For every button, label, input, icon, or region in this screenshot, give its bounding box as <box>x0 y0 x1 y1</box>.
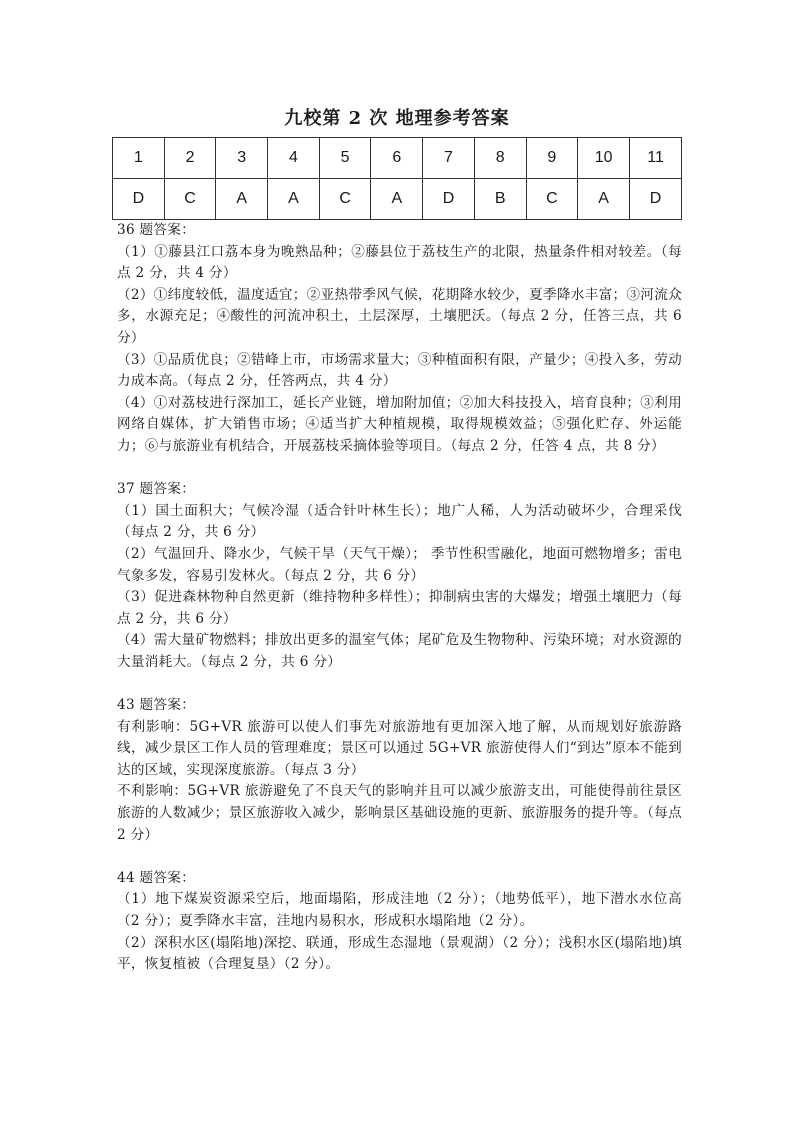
answer-cell: D <box>113 179 165 220</box>
question-number-cell: 7 <box>423 138 475 179</box>
section-q36 <box>117 220 682 458</box>
section-q43 <box>117 695 682 846</box>
section-q37 <box>117 479 682 673</box>
answer-paragraph: （1）①藤县江口荔本身为晚熟品种；②藤县位于荔枝生产的北限，热量条件相对较差。（每点 2 分，共 4 分） <box>117 243 682 282</box>
question-number-cell: 3 <box>216 138 268 179</box>
answer-paragraph: 不利影响：5G+VR 旅游避免了不良天气的影响并且可以减少旅游支出，可能使得前往景区旅游的人数减少；景区旅游收入减少，影响景区基础设施的更新、旅游服务的提升等。（每点 2 分） <box>117 783 682 843</box>
answer-paragraph: （4）需大量矿物燃料；排放出更多的温室气体；尾矿危及生物物种、污染环境；对水资源的大量消耗大。（每点 2 分，共 6 分） <box>117 632 682 670</box>
question-number-cell: 1 <box>113 138 165 179</box>
question-number-cell: 11 <box>630 138 682 179</box>
answer-paragraph: （1）国土面积大；气候冷湿（适合针叶林生长）；地广人稀，人为活动破坏少，合理采伐（每点 2 分，共 6 分） <box>117 502 682 541</box>
section-heading: 44 题答案： <box>117 869 196 886</box>
question-number-row <box>113 138 682 179</box>
answer-cell: D <box>423 179 475 220</box>
answer-paragraph: （2）气温回升、降水少，气候干旱（天气干燥）； 季节性积雪融化，地面可燃物增多；雷电气象多发，容易引发林火。（每点 2 分，共 6 分） <box>117 545 682 584</box>
page-title: 九校第 2 次 地理参考答案 <box>284 108 510 129</box>
section-heading: 37 题答案： <box>117 481 196 498</box>
answer-row <box>113 179 682 220</box>
section-q44 <box>117 868 682 976</box>
section-heading: 43 题答案： <box>117 697 196 714</box>
answer-cell: C <box>526 179 578 220</box>
answer-cell: A <box>578 179 630 220</box>
section-heading: 36 题答案： <box>117 222 196 238</box>
answer-cell: D <box>630 179 682 220</box>
question-number-cell: 6 <box>371 138 423 179</box>
answer-cell: A <box>371 179 423 220</box>
question-number-cell: 10 <box>578 138 630 179</box>
question-number-cell: 9 <box>526 138 578 179</box>
question-number-cell: 5 <box>319 138 371 179</box>
answer-paragraph: 有利影响：5G+VR 旅游可以使人们事先对旅游地有更加深入地了解，从而规划好旅游路线，减少景区工作人员的管理难度；景区可以通过 5G+VR 旅游使得人们“到达”原本不能到达的区域，实现深度旅游。（每点 3 分） <box>117 718 682 778</box>
question-number-cell: 4 <box>268 138 320 179</box>
answer-paragraph: （2）深积水区(塌陷地)深挖、联通，形成生态湿地（景观湖）（2 分）；浅积水区(塌陷地)填平，恢复植被（合理复垦）（2 分）。 <box>117 934 682 973</box>
answer-paragraph: （4）①对荔枝进行深加工，延长产业链，增加附加值；②加大科技投入，培育良种；③利用网络自媒体，扩大销售市场；④适当扩大种植规模，取得规模效益；⑤强化贮存、外运能力；⑥与旅游业有机结合，开展荔枝采摘体验等项目。（每点 2 分，任答 4 点，共 8 分） <box>117 394 682 454</box>
answer-paragraph: （3）①品质优良；②错峰上市，市场需求量大；③种植面积有限，产量少；④投入多，劳动力成本高。（每点 2 分，任答两点，共 4 分） <box>117 351 682 390</box>
answer-cell: A <box>216 179 268 220</box>
answer-cell: A <box>268 179 320 220</box>
question-number-cell: 8 <box>474 138 526 179</box>
answer-cell: C <box>319 179 371 220</box>
answer-content <box>117 220 682 976</box>
answer-paragraph: （2）①纬度较低，温度适宜；②亚热带季风气候，花期降水较少，夏季降水丰富；③河流众多，水源充足；④酸性的河流冲积土，土层深厚，土壤肥沃。（每点 2 分，任答三点，共 6 分） <box>117 286 682 346</box>
question-number-cell: 2 <box>164 138 216 179</box>
answer-paragraph: （3）促进森林物种自然更新（维持物种多样性）；抑制病虫害的大爆发；增强土壤肥力（每点 2 分，共 6 分） <box>117 589 682 627</box>
answer-cell: C <box>164 179 216 220</box>
answer-table <box>112 137 682 220</box>
answer-paragraph: （1）地下煤炭资源采空后，地面塌陷，形成洼地（2 分）；（地势低平），地下潜水水位高（2 分）；夏季降水丰富，洼地内易积水，形成积水塌陷地（2 分）。 <box>117 891 682 929</box>
answer-cell: B <box>474 179 526 220</box>
